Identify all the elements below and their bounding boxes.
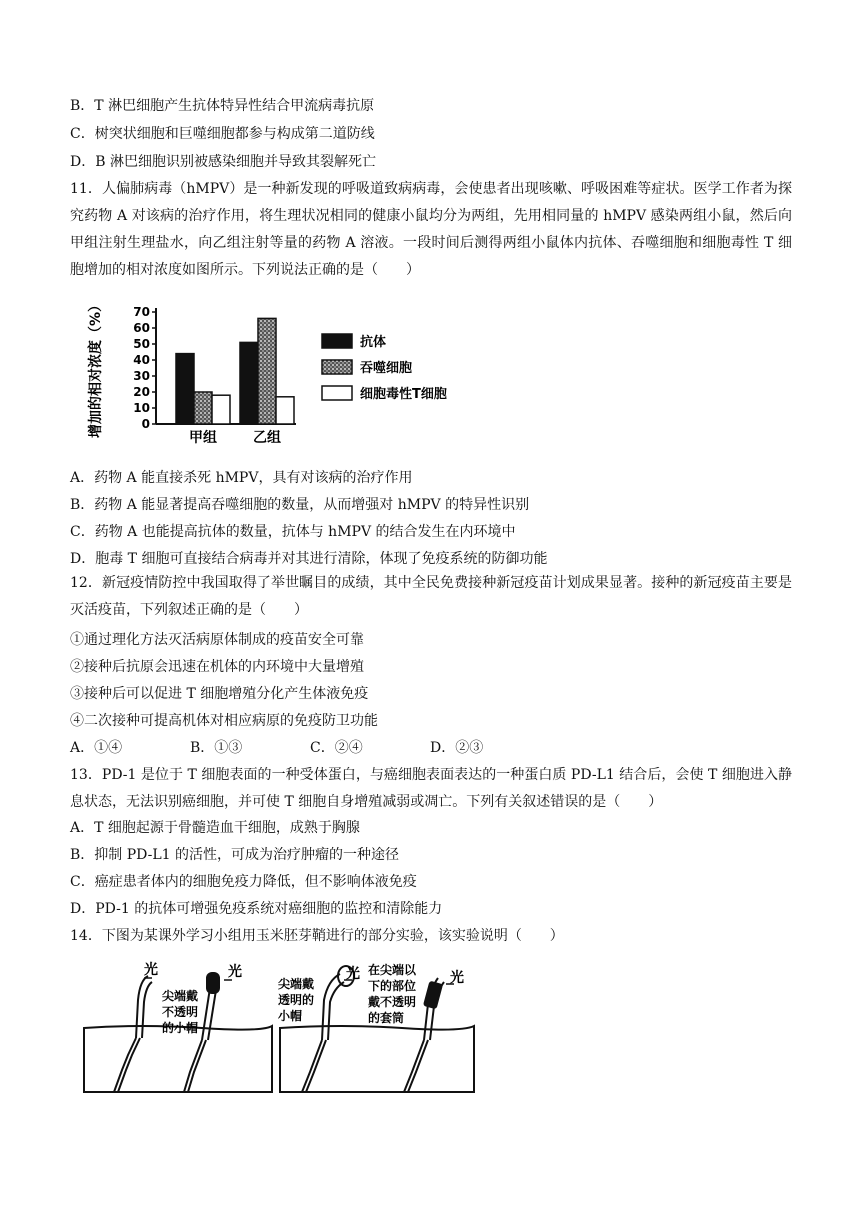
q10-option-d: D．B 淋巴细胞识别被感染细胞并导致其裂解死亡 [70,154,376,170]
legend-swatch [322,360,352,374]
y-tick-label: 20 [133,385,150,399]
cap-label-2-line1: 尖端戴 [278,977,315,991]
q12-item-3: ③接种后可以促进 T 细胞增殖分化产生体液免疫 [70,686,369,702]
bar-yi-series-1 [258,318,276,424]
sleeve-label-line4: 的套筒 [368,1011,405,1025]
q11-option-b: B．药物 A 能显著提高吞噬细胞的数量，从而增强对 hMPV 的特异性识别 [70,497,530,513]
cap-label-1-line3: 的小帽 [162,1021,199,1035]
legend-label: 细胞毒性T细胞 [360,387,447,402]
q12-option-c: C．②④ [310,740,363,756]
q12-options [70,738,550,758]
q13-option-d: D．PD-1 的抗体可增强免疫系统对癌细胞的监控和清除能力 [70,901,443,917]
soil-box-left [84,1026,272,1092]
q13-option-c: C．癌症患者体内的细胞免疫力降低，但不影响体液免疫 [70,874,417,890]
q12-option-a: A．①④ [70,740,123,756]
y-tick-label: 50 [133,337,150,351]
q13-option-a: A．T 细胞起源于骨髓造血干细胞，成熟于胸腺 [70,820,360,836]
legend-swatch [322,386,352,400]
q11-option-d: D．胞毒 T 细胞可直接结合病毒并对其进行清除，体现了免疫系统的防御功能 [70,551,548,567]
bar-jia-series-2 [212,395,230,424]
q12-option-b: B．①③ [190,740,243,756]
light-label-3: 光 [346,966,360,982]
q13-option-b: B．抑制 PD-L1 的活性，可成为治疗肿瘤的一种途径 [70,847,400,863]
q11-option-a: A．药物 A 能直接杀死 hMPV，具有对该病的治疗作用 [70,470,413,486]
cap-label-1-line2: 不透明 [162,1005,199,1019]
bar-yi-series-2 [276,397,294,424]
y-tick-label: 70 [133,305,150,319]
q14-coleoptile-figure [82,960,482,1100]
q12-stem: 12．新冠疫情防控中我国取得了举世瞩目的成绩，其中全民免费接种新冠疫苗计划成果显著。接种的新冠疫苗主要是灭活疫苗，下列叙述正确的是（ ） [70,575,792,618]
q11-bar-chart [84,292,504,452]
sleeve-label-line1: 在尖端以 [368,963,417,977]
light-label-4: 光 [450,970,464,986]
x-tick-label: 甲组 [189,430,217,446]
q12-item-4: ④二次接种可提高机体对相应病原的免疫防卫功能 [70,713,378,729]
bar-jia-series-1 [194,392,212,424]
x-tick-label: 乙组 [253,430,281,446]
q12-item-1: ①通过理化方法灭活病原体制成的疫苗安全可靠 [70,632,364,648]
y-tick-label: 30 [133,369,150,383]
q11-stem: 11．人偏肺病毒（hMPV）是一种新发现的呼吸道致病病毒，会使患者出现咳嗽、呼吸困难等症状。医学工作者为探究药物 A 对该病的治疗作用，将生理状况相同的健康小鼠均分为两组，先用相同量的 hMPV 感染两组小鼠，然后向甲组注射生理盐水，向乙组注射等量的药物 A 溶液。一段时间后测得两组小鼠体内抗体、吞噬细胞和细胞毒性 T 细胞增加的相对浓度如图所示。下列说法正确的是（ ） [70,181,792,278]
y-tick-label: 10 [133,401,150,415]
q12-option-d: D．②③ [430,740,484,756]
y-tick-label: 0 [141,417,150,431]
q14-stem: 14．下图为某课外学习小组用玉米胚芽鞘进行的部分实验，该实验说明（ ） [70,928,564,944]
q10-option-c: C．树突状细胞和巨噬细胞都参与构成第二道防线 [70,126,375,142]
legend-swatch [322,334,352,348]
y-tick-label: 60 [133,321,150,335]
q12-item-2: ②接种后抗原会迅速在机体的内环境中大量增殖 [70,659,364,675]
q13-stem: 13．PD-1 是位于 T 细胞表面的一种受体蛋白，与癌细胞表面表达的一种蛋白质 PD-L1 结合后，会使 T 细胞进入静息状态，无法识别癌细胞，并可使 T 细胞自身增殖减弱或凋亡。下列有关叙述错误的是（ ） [70,767,792,810]
bar-jia-series-0 [176,354,194,424]
cap-label-2-line2: 透明的 [278,993,315,1007]
cap-label-2-line3: 小帽 [278,1009,303,1023]
q10-option-b: B．T 淋巴细胞产生抗体特异性结合甲流病毒抗原 [70,98,375,114]
bar-yi-series-0 [240,342,258,424]
y-axis-label: 增加的相对浓度（%） [88,297,104,439]
sleeve-label-line3: 戴不透明 [368,995,417,1009]
q11-option-c: C．药物 A 也能提高抗体的数量，抗体与 hMPV 的结合发生在内环境中 [70,524,516,540]
sleeve-label-line2: 下的部位 [368,979,417,993]
legend-label: 抗体 [360,335,387,350]
legend-label: 吞噬细胞 [360,361,413,376]
cap-label-1-line1: 尖端戴 [162,989,199,1003]
light-label-2: 光 [228,964,242,980]
light-label-1: 光 [144,962,158,978]
y-tick-label: 40 [133,353,150,367]
